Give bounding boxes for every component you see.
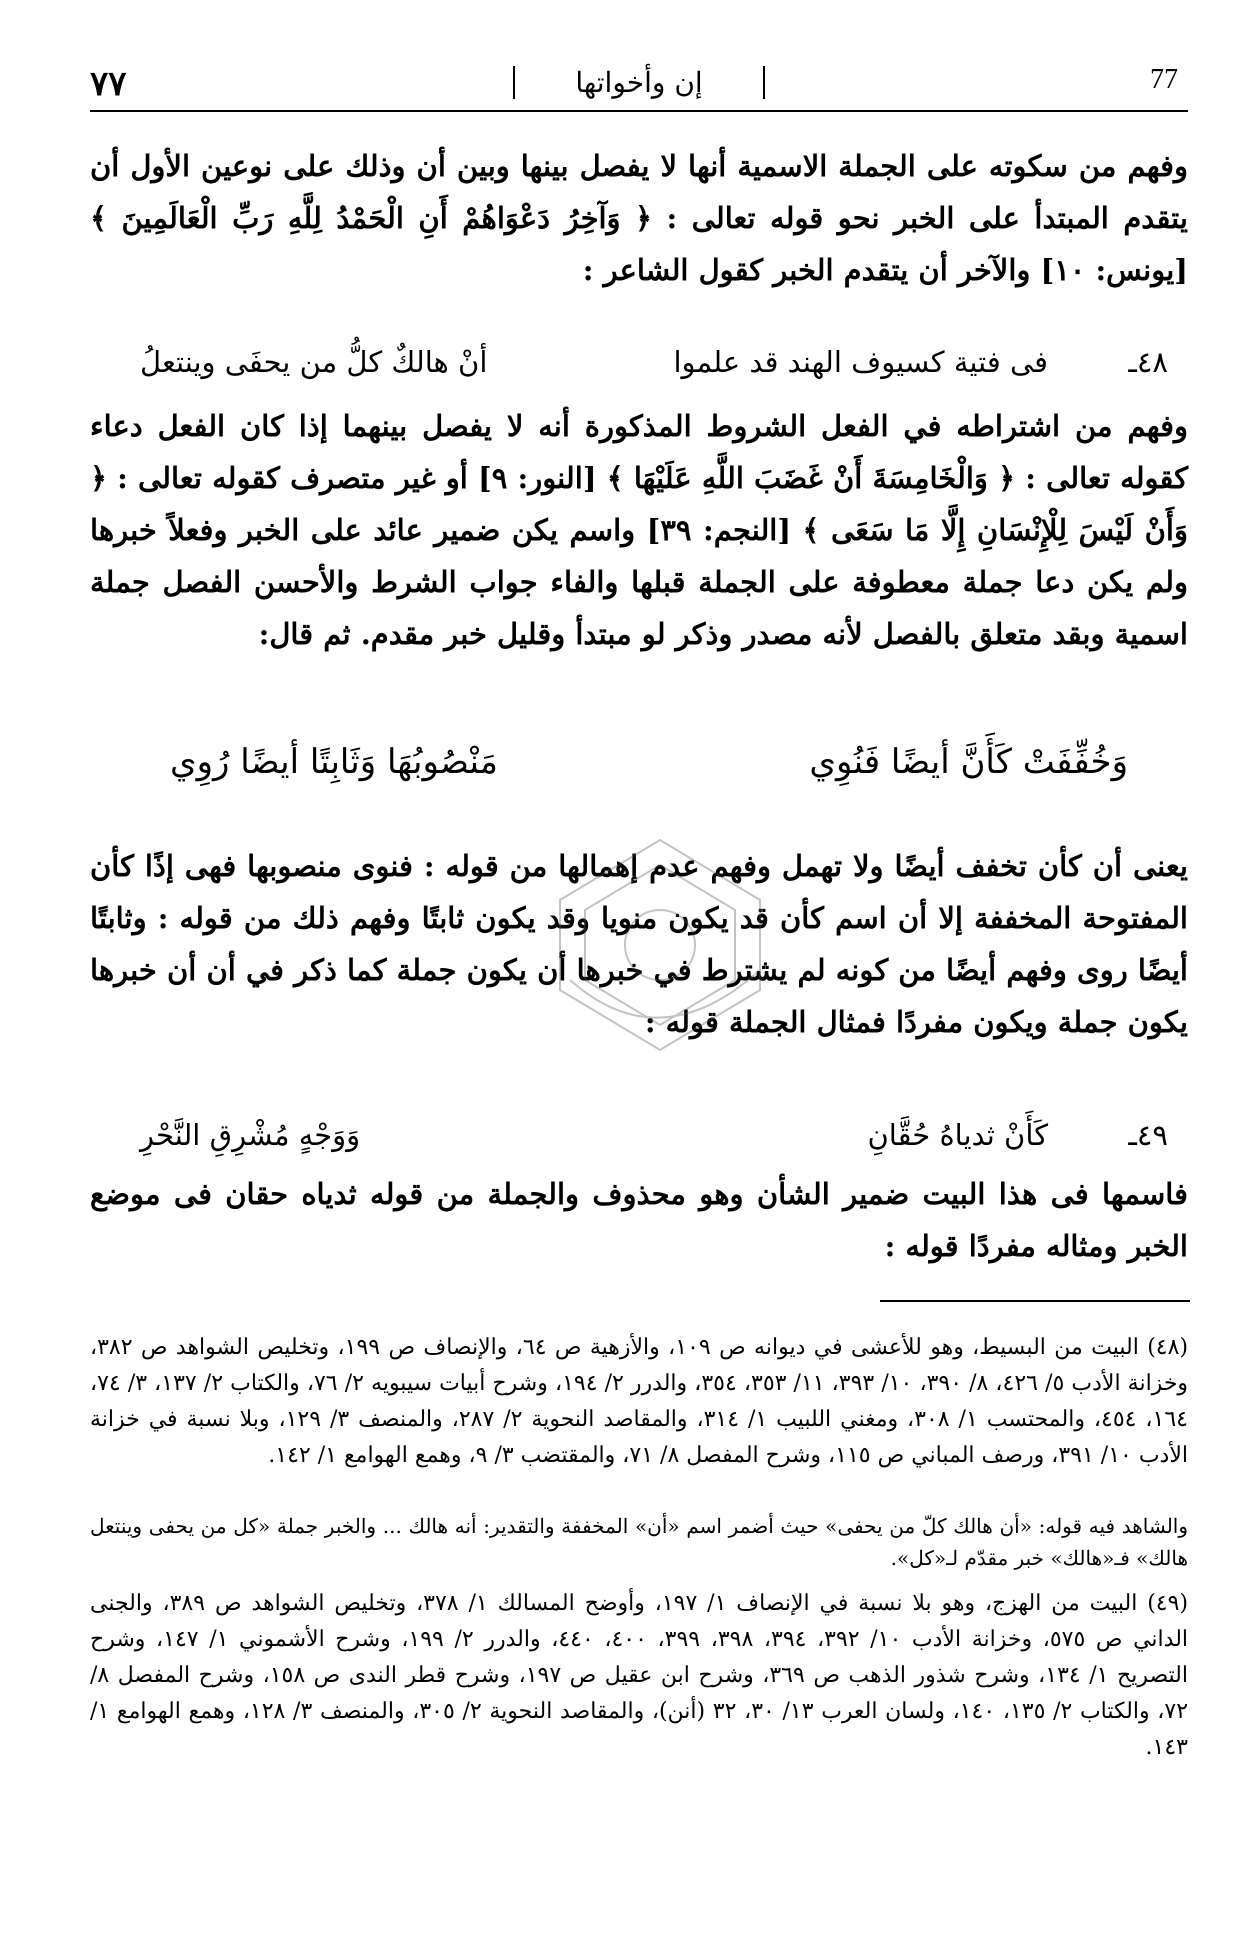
alfiya-hemistich-first: وَخُفِّفَتْ كَأَنَّ أيضًا فَنُوِي xyxy=(809,742,1128,782)
alfiya-hemistich-second: مَنْصُوبُهَا وَثَابِتًا أيضًا رُوِي xyxy=(170,742,498,782)
verse-hemistich-second: أنْ هالكٌ كلُّ من يحفَى وينتعلُ xyxy=(140,345,488,379)
paragraph-1: وفهم من سكوته على الجملة الاسمية أنها لا يفصل بينها وبين أن وذلك على نوعين الأول أن يتقدم المبتدأ على الخبر نحو قوله تعالى : ﴿ وَآخِرُ دَعْوَاهُمْ أَنِ الْحَمْدُ لِلَّهِ رَبِّ الْعَالَمِينَ ﴾ [يونس: ١٠] والآخر أن يتقدم الخبر كقول الشاعر : xyxy=(90,149,1188,287)
verse-hemistich-second: وَوَجْهٍ مُشْرِقِ النَّحْرِ xyxy=(140,1118,361,1152)
footnote-48-note: والشاهد فيه قوله: «أن هالك كلّ من يحفى» حيث أضمر اسم «أن» المخففة والتقدير: أنه هالك ... والخبر جملة «كل من يحفى وينتعل هالك» فـ«هالك» خبر مقدّم لـ«كل». xyxy=(90,1514,1189,1570)
verse-hemistich-first: فى فتية كسيوف الهند قد علموا xyxy=(673,345,1048,379)
verse-number: ٤٩ـ xyxy=(1128,1118,1168,1152)
running-title xyxy=(90,66,1188,99)
footnote-separator xyxy=(880,1300,1190,1302)
verse-hemistich-first: كَأَنْ ثدياهُ حُقَّانِ xyxy=(867,1118,1048,1152)
paragraph-4: فاسمها فى هذا البيت ضمير الشأن وهو محذوف والجملة من قوله ثدياه حقان فى موضع الخبر ومثاله مفردًا قوله : xyxy=(90,1177,1188,1263)
page-header xyxy=(90,60,1188,112)
page-number-latin: 77 xyxy=(1150,64,1178,95)
library-stamp-watermark xyxy=(530,830,790,1060)
verse-number: ٤٨ـ xyxy=(1128,345,1168,379)
page-number-arabic: ٧٧ xyxy=(90,64,127,104)
running-title-text: إن وأخواتها xyxy=(513,66,764,99)
paragraph-2: وفهم من اشتراطه في الفعل الشروط المذكورة أنه لا يفصل بينهما إذا كان الفعل دعاء كقوله تعالى : ﴿ وَالْخَامِسَةَ أَنْ غَضَبَ اللَّهِ عَلَيْهَا ﴾ [النور: ٩] أو غير متصرف كقوله تعالى : ﴿ وَأَنْ لَيْسَ لِلْإِنْسَانِ إِلَّا مَا سَعَى ﴾ [النجم: ٣٩] واسم يكن ضمير عائد على الخبر وفعلاً خبرها ولم يكن دعا جملة معطوفة على الجملة قبلها والفاء جواب الشرط والأحسن الفصل جملة اسمية وبقد متعلق بالفصل لأنه مصدر وذكر لو مبتدأ وقليل خبر مقدم. ثم قال: xyxy=(90,409,1188,651)
footnote-48: (٤٨) البيت من البسيط، وهو للأعشى في ديوانه ص ١٠٩، والأزهية ص ٦٤، والإنصاف ص ١٩٩، وتخليص الشواهد ص ٣٨٢، وخزانة الأدب ٥/ ٤٢٦، ٨/ ٣٩٠، ١٠/ ٣٩٣، ١١/ ٣٥٣، ٣٥٤، والدرر ٢/ ١٩٤، وشرح أبيات سيبويه ٢/ ٧٦، والكتاب ٢/ ١٣٧، ٣/ ٧٤، ١٦٤، ٤٥٤، والمحتسب ١/ ٣٠٨، ومغني اللبيب ١/ ٣١٤، والمقاصد النحوية ٢/ ٢٨٧، والمنصف ٣/ ١٢٩، وبلا نسبة في خزانة الأدب ١٠/ ٣٩١، ورصف المباني ص ١١٥، وشرح المفصل ٨/ ٧١، والمقتضب ٣/ ٩، وهمع الهوامع ١/ ١٤٢. xyxy=(90,1335,1189,1468)
verse-48 xyxy=(110,345,1168,395)
verse-49 xyxy=(110,1118,1168,1168)
alfiya-verse xyxy=(170,742,1128,802)
paragraph-3: يعنى أن كأن تخفف أيضًا ولا تهمل وفهم عدم إهمالها من قوله : فنوى منصوبها فهى إذًا كأن المفتوحة المخففة إلا أن اسم كأن قد يكون منويا وقد يكون ثابتًا وفهم ذلك من قوله : وثابتًا أيضًا روى وفهم أيضًا من كونه لم يشترط في خبرها أن يكون جملة كما ذكر في أن أن خبرها يكون جملة ويكون مفردًا فمثال الجملة قوله : xyxy=(90,849,1188,1039)
footnote-49: (٤٩) البيت من الهزج، وهو بلا نسبة في الإنصاف ١/ ١٩٧، وأوضح المسالك ١/ ٣٧٨، وتخليص الشواهد ص ٣٨٩، والجنى الداني ص ٥٧٥، وخزانة الأدب ١٠/ ٣٩٢، ٣٩٤، ٣٩٨، ٣٩٩، ٤٠٠، ٤٤٠، والدرر ٢/ ١٩٩، وشرح الأشموني ١/ ١٤٧، وشرح التصريح ١/ ١٣٤، وشرح شذور الذهب ص ٣٦٩، وشرح ابن عقيل ص ١٩٧، وشرح قطر الندى ص ١٥٨، وشرح المفصل ٨/ ٧٢، والكتاب ٢/ ١٣٥، ١٤٠، ولسان العرب ١٣/ ٣٠، ٣٢ (أنن)، والمقاصد النحوية ٢/ ٣٠٥، والمنصف ٣/ ١٢٨، وهمع الهوامع ١/ ١٤٣. xyxy=(90,1591,1189,1760)
